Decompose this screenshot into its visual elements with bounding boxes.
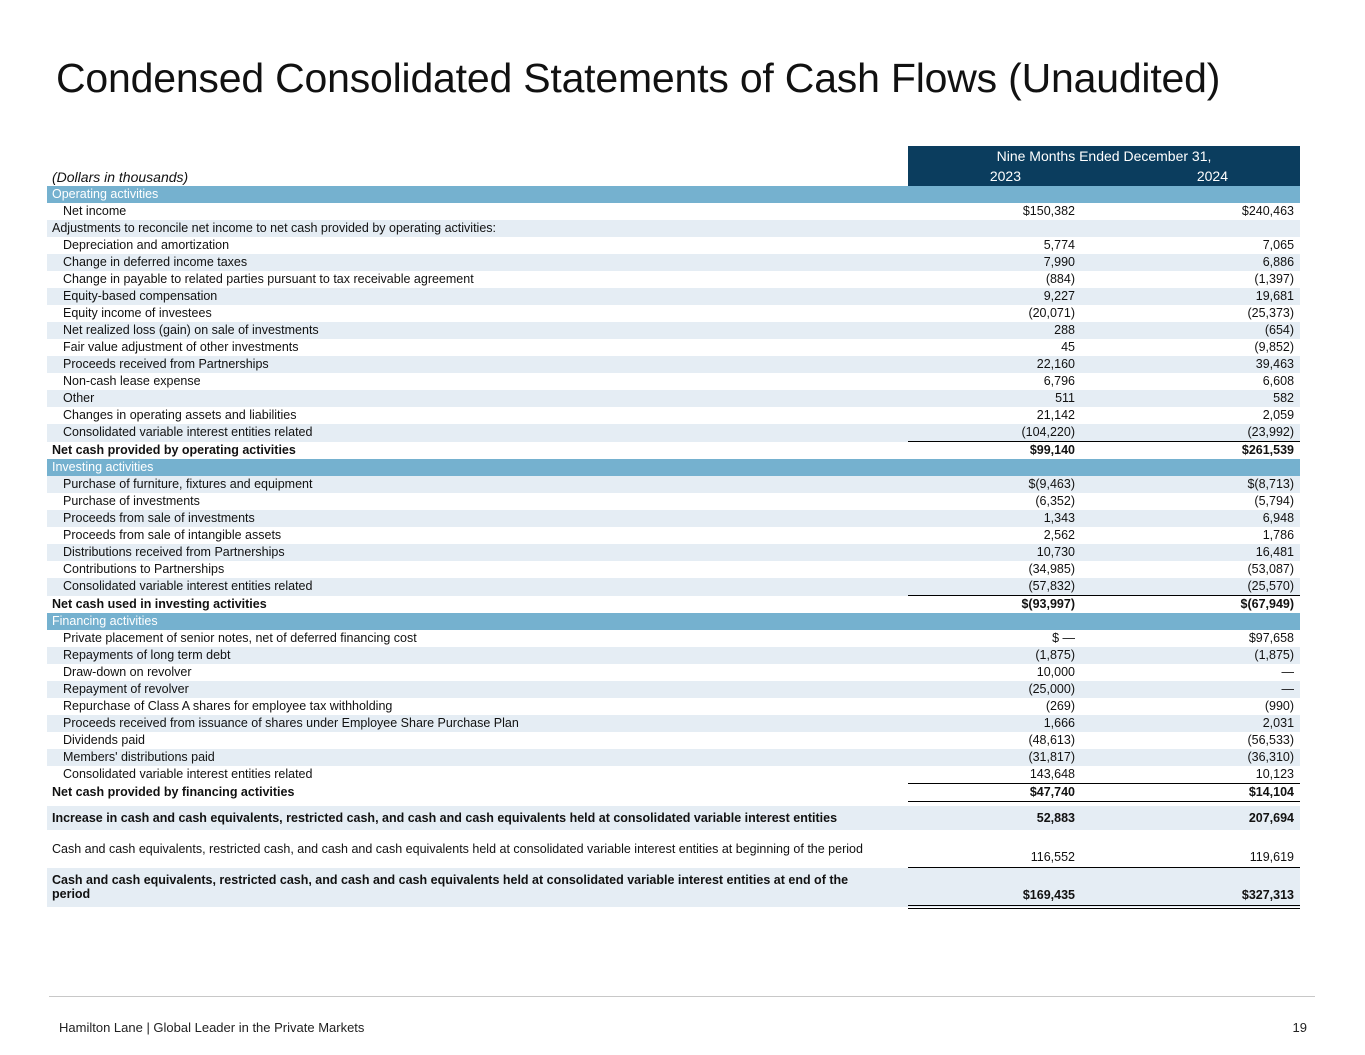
- ending-row: [47, 868, 1300, 908]
- value-2024: —: [1091, 681, 1300, 698]
- value-2023: 2,562: [1043, 528, 1075, 542]
- value-2023: $ —: [1052, 631, 1075, 645]
- value-2024: (56,533): [1247, 733, 1295, 747]
- row-label: Repayments of long term debt: [47, 647, 908, 664]
- value-2023: 10,730: [908, 544, 1091, 561]
- row-label: Change in deferred income taxes: [47, 254, 908, 271]
- row-label: Purchase of investments: [63, 494, 200, 508]
- row-label: Draw-down on revolver: [63, 665, 192, 679]
- value-2024: $(67,949): [1091, 596, 1300, 614]
- table-row: [47, 493, 1300, 510]
- value-2024: (990): [1264, 699, 1295, 713]
- table-row: [47, 356, 1300, 373]
- row-label: Changes in operating assets and liabilities: [63, 408, 297, 422]
- table-row: [47, 681, 1300, 698]
- value-2023: 511: [908, 390, 1091, 407]
- table-row: [47, 715, 1300, 732]
- value-2024: (23,992): [1091, 424, 1300, 442]
- row-label: Depreciation and amortization: [63, 238, 230, 252]
- value-2024: 10,123: [1255, 767, 1295, 781]
- period-header-row: [47, 146, 1300, 166]
- row-label: Proceeds received from Partnerships: [47, 356, 908, 373]
- cash-flow-table: [47, 146, 1300, 909]
- table-row: [47, 561, 1300, 578]
- table-row: [47, 424, 1300, 442]
- row-label: Adjustments to reconcile net income to net cash provided by operating activities:: [47, 220, 1300, 237]
- table-row: [47, 407, 1300, 424]
- adjustments-row: [47, 220, 1300, 237]
- value-2023: (6,352): [1035, 494, 1075, 508]
- table-row: [47, 749, 1300, 766]
- row-label: Net cash provided by financing activities: [52, 785, 295, 799]
- row-label: Cash and cash equivalents, restricted cash, and cash and cash equivalents held at consolidated variable interest entities at beginning of the period: [52, 841, 863, 856]
- page-number: 19: [1292, 1020, 1307, 1035]
- value-2024: $(8,713): [1091, 476, 1300, 493]
- section-operating: [47, 186, 1300, 203]
- value-2024: (25,373): [1247, 306, 1295, 320]
- beginning-row: [47, 830, 1300, 868]
- value-2023: (884): [1045, 272, 1075, 286]
- row-label: Proceeds from sale of intangible assets: [63, 528, 282, 542]
- value-2023: 288: [908, 322, 1091, 339]
- value-2024: —: [1281, 665, 1295, 679]
- year-2024-header: 2024: [1091, 166, 1300, 186]
- table-row: [47, 339, 1300, 356]
- increase-row: [47, 806, 1300, 830]
- row-label: Consolidated variable interest entities related: [47, 424, 908, 442]
- units-label: (Dollars in thousands): [52, 169, 189, 185]
- table-row: [47, 390, 1300, 407]
- table-row: [47, 698, 1300, 715]
- value-2024: (5,794): [1254, 494, 1295, 508]
- row-label: Net income: [63, 204, 127, 218]
- value-2024: (9,852): [1254, 340, 1295, 354]
- value-2024: $14,104: [1091, 784, 1300, 802]
- table-row: [47, 373, 1300, 390]
- row-label: Other: [47, 390, 908, 407]
- value-2024: 19,681: [1091, 288, 1300, 305]
- table-row: [47, 527, 1300, 544]
- row-label: Repayment of revolver: [47, 681, 908, 698]
- row-label: Non-cash lease expense: [63, 374, 201, 388]
- table-row: [47, 322, 1300, 339]
- total-investing: [47, 596, 1300, 614]
- value-2024: 207,694: [1091, 806, 1300, 830]
- row-label: Equity-based compensation: [47, 288, 908, 305]
- table-row: [47, 544, 1300, 561]
- value-2023: (34,985): [1028, 562, 1075, 576]
- page-title: Condensed Consolidated Statements of Cash Flows (Unaudited): [56, 55, 1221, 101]
- value-2023: 21,142: [1036, 408, 1075, 422]
- table-row: [47, 510, 1300, 527]
- section-investing: [47, 459, 1300, 476]
- value-2023: (57,832): [908, 578, 1091, 596]
- value-2024: $261,539: [1091, 442, 1300, 460]
- value-2024: (36,310): [1091, 749, 1300, 766]
- value-2023: 9,227: [908, 288, 1091, 305]
- row-label: Proceeds received from issuance of shares under Employee Share Purchase Plan: [47, 715, 908, 732]
- section-financing: [47, 613, 1300, 630]
- table-row: [47, 732, 1300, 749]
- value-2023: (25,000): [908, 681, 1091, 698]
- table-row: [47, 476, 1300, 493]
- row-label: Purchase of furniture, fixtures and equipment: [47, 476, 908, 493]
- row-label: Distributions received from Partnerships: [47, 544, 908, 561]
- value-2024: 6,608: [1262, 374, 1295, 388]
- table-row: [47, 578, 1300, 596]
- table-row: [47, 630, 1300, 647]
- row-label: Private placement of senior notes, net of deferred financing cost: [63, 631, 417, 645]
- value-2023: 116,552: [1030, 850, 1075, 864]
- section-label: Financing activities: [47, 613, 1300, 630]
- section-label: Operating activities: [47, 186, 1300, 203]
- value-2023: 143,648: [1029, 767, 1075, 781]
- value-2024: (654): [1091, 322, 1300, 339]
- value-2024: (1,875): [1091, 647, 1300, 664]
- value-2024: (53,087): [1247, 562, 1295, 576]
- value-2023: $47,740: [908, 784, 1091, 802]
- table-row: [47, 305, 1300, 322]
- value-2023: (1,875): [908, 647, 1091, 664]
- value-2024: (25,570): [1091, 578, 1300, 596]
- value-2024: $327,313: [1091, 868, 1300, 908]
- section-label: Investing activities: [47, 459, 1300, 476]
- value-2023: 7,990: [908, 254, 1091, 271]
- row-label: Contributions to Partnerships: [63, 562, 225, 576]
- row-label: Increase in cash and cash equivalents, restricted cash, and cash and cash equivalents held at consolidated variable interest entities: [47, 806, 908, 830]
- table-row: [47, 271, 1300, 288]
- value-2024: 2,059: [1262, 408, 1295, 422]
- row-label: Change in payable to related parties pursuant to tax receivable agreement: [63, 272, 474, 286]
- row-label: Proceeds from sale of investments: [47, 510, 908, 527]
- table-row: [47, 254, 1300, 271]
- value-2023: $(93,997): [908, 596, 1091, 614]
- value-2024: $97,658: [1248, 631, 1295, 645]
- row-label: Members' distributions paid: [47, 749, 908, 766]
- value-2024: 6,886: [1091, 254, 1300, 271]
- row-label: Consolidated variable interest entities related: [47, 578, 908, 596]
- value-2023: (20,071): [1028, 306, 1075, 320]
- value-2023: (31,817): [908, 749, 1091, 766]
- year-header-row: [47, 166, 1300, 186]
- value-2024: 2,031: [1091, 715, 1300, 732]
- row-label: Repurchase of Class A shares for employee tax withholding: [63, 699, 393, 713]
- value-2023: 5,774: [1043, 238, 1075, 252]
- value-2024: 16,481: [1091, 544, 1300, 561]
- value-2023: 22,160: [908, 356, 1091, 373]
- table-row: [47, 288, 1300, 305]
- value-2024: 7,065: [1262, 238, 1295, 252]
- value-2024: 1,786: [1262, 528, 1295, 542]
- value-2023: 10,000: [1036, 665, 1075, 679]
- row-label: Consolidated variable interest entities related: [63, 767, 313, 782]
- value-2023: $150,382: [1022, 204, 1075, 218]
- period-header: Nine Months Ended December 31,: [908, 146, 1300, 166]
- value-2023: $169,435: [908, 868, 1091, 908]
- table-row: [47, 647, 1300, 664]
- total-operating: [47, 442, 1300, 460]
- value-2023: 1,343: [908, 510, 1091, 527]
- table-row: [47, 664, 1300, 681]
- value-2024: 39,463: [1091, 356, 1300, 373]
- table-row: [47, 203, 1300, 220]
- value-2023: 6,796: [1043, 374, 1075, 388]
- row-label: Fair value adjustment of other investments: [63, 340, 299, 354]
- footer-divider: [49, 996, 1315, 997]
- row-label: Equity income of investees: [63, 306, 212, 320]
- total-financing: [47, 784, 1300, 802]
- value-2024: 6,948: [1091, 510, 1300, 527]
- footer-text: Hamilton Lane | Global Leader in the Private Markets: [59, 1020, 365, 1035]
- row-label: Cash and cash equivalents, restricted cash, and cash and cash equivalents held at consolidated variable interest entities at end of the period: [47, 868, 908, 908]
- row-label: Dividends paid: [63, 733, 145, 747]
- table-row: [47, 237, 1300, 254]
- value-2023: 1,666: [908, 715, 1091, 732]
- value-2023: $(9,463): [908, 476, 1091, 493]
- row-label: Net cash provided by operating activities: [52, 442, 296, 457]
- value-2023: (269): [1045, 699, 1075, 713]
- value-2023: 45: [1061, 340, 1075, 354]
- value-2024: $240,463: [1241, 204, 1295, 218]
- value-2024: (1,397): [1254, 272, 1295, 286]
- value-2024: 582: [1091, 390, 1300, 407]
- row-label: Net realized loss (gain) on sale of investments: [47, 322, 908, 339]
- table-row: [47, 766, 1300, 784]
- value-2023: 52,883: [908, 806, 1091, 830]
- row-label: Net cash used in investing activities: [52, 596, 267, 611]
- value-2023: (48,613): [1028, 733, 1075, 747]
- value-2024: 119,619: [1249, 850, 1295, 864]
- value-2023: (104,220): [908, 424, 1091, 442]
- year-2023-header: 2023: [908, 166, 1091, 186]
- value-2023: $99,140: [908, 442, 1091, 460]
